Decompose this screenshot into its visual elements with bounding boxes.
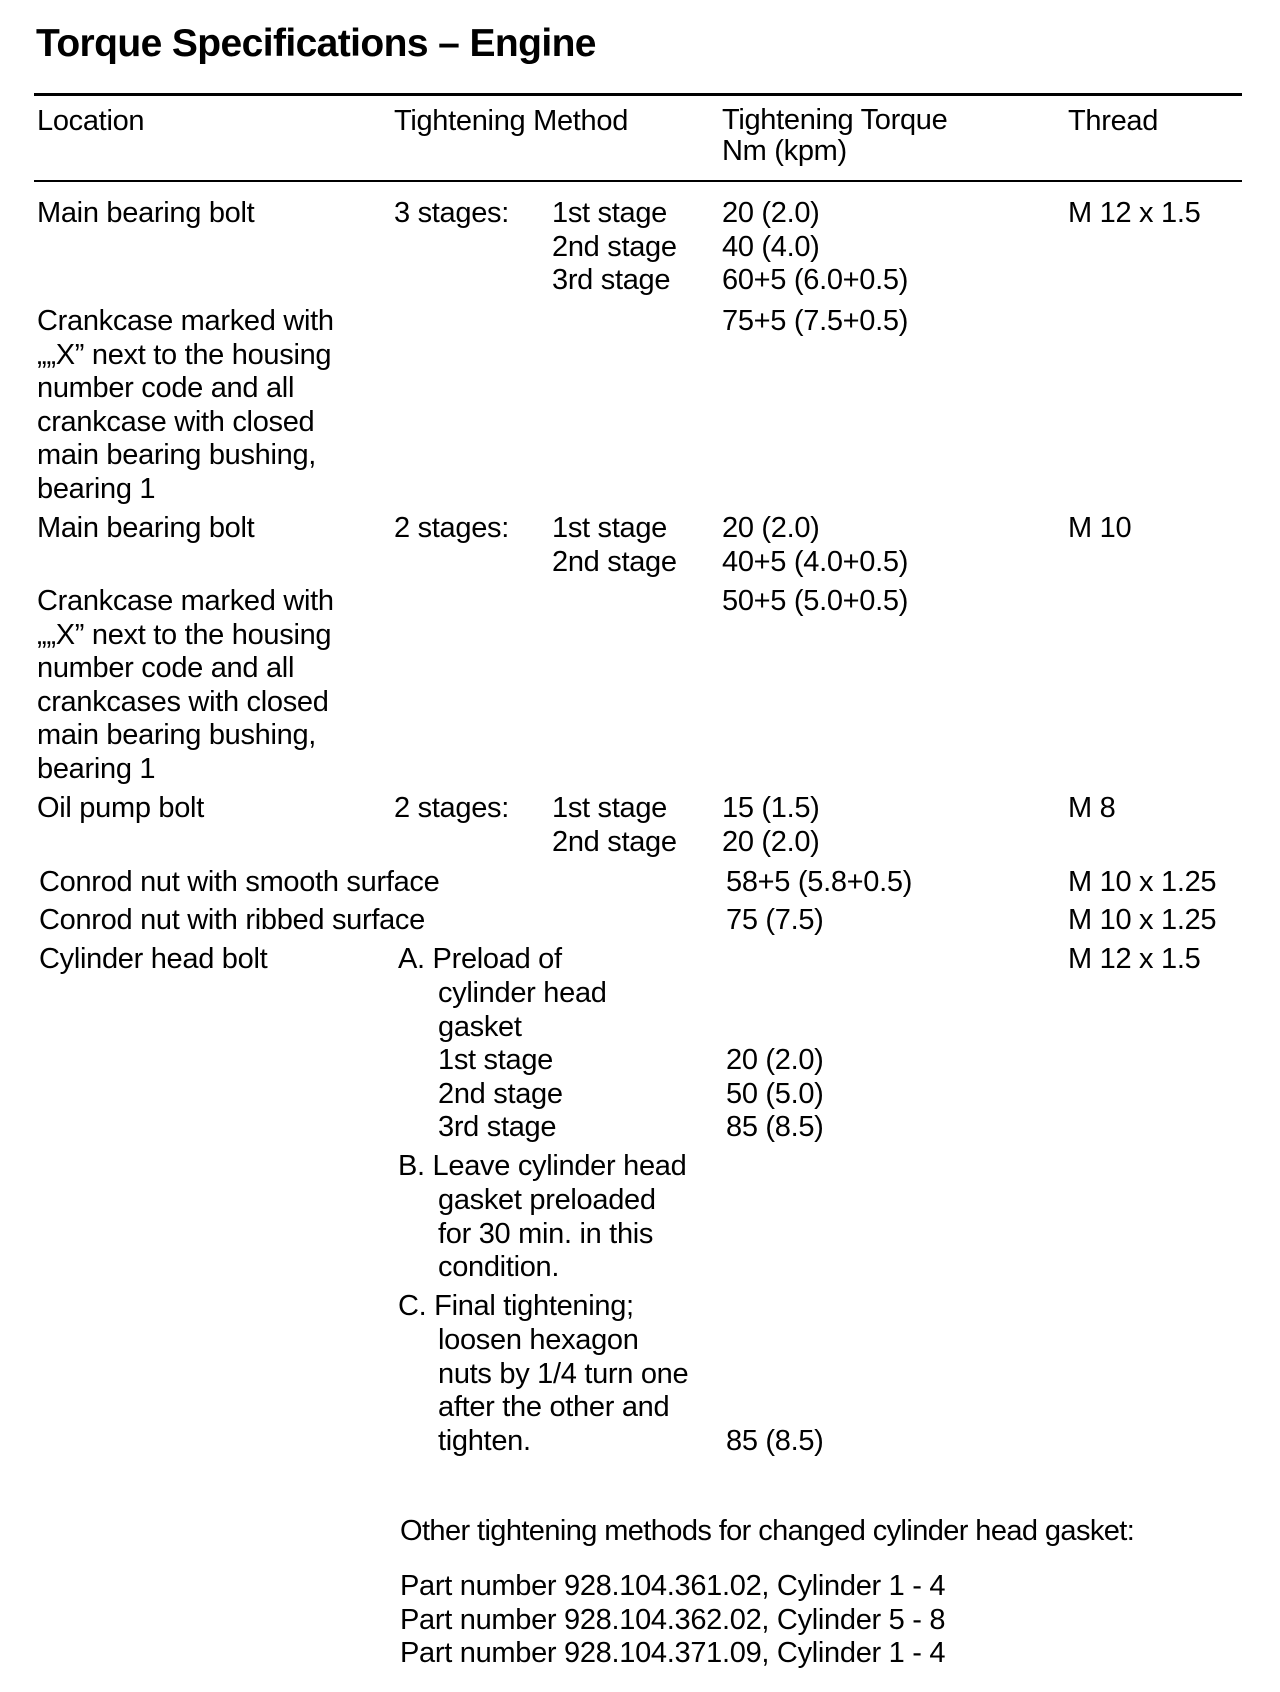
row4-torque: 58+5 (5.8+0.5): [726, 866, 913, 898]
header-location: Location: [37, 105, 145, 137]
row1-torques: 20 (2.0) 40 (4.0) 60+5 (6.0+0.5): [722, 197, 909, 296]
header-method: Tightening Method: [394, 105, 629, 137]
row2-location: Main bearing bolt: [37, 512, 255, 544]
header-rule: [34, 180, 1242, 182]
page-title: Torque Specifications – Engine: [36, 22, 596, 65]
row3-thread: M 8: [1068, 792, 1116, 824]
row5-torque: 75 (7.5): [726, 904, 824, 936]
row1-stages-label: 3 stages:: [394, 197, 509, 229]
row6-location: Cylinder head bolt: [39, 943, 268, 975]
row6-step-a-text: cylinder head gasket: [438, 977, 607, 1043]
row4-location: Conrod nut with smooth surface: [39, 866, 440, 898]
row2-torques: 20 (2.0) 40+5 (4.0+0.5): [722, 512, 909, 578]
row6-step-b-text: gasket preloaded for 30 min. in this condition.: [438, 1184, 656, 1283]
row6-step-c-label: C. Final tightening;: [398, 1290, 634, 1322]
row6-step-b-label: B. Leave cylinder head: [398, 1150, 687, 1182]
row3-location: Oil pump bolt: [37, 792, 204, 824]
row6-step-c-text: loosen hexagon nuts by 1/4 turn one after the other and tighten.: [438, 1324, 689, 1457]
header-thread: Thread: [1068, 105, 1159, 137]
top-rule: [34, 93, 1242, 96]
other-methods-note: Other tightening methods for changed cylinder head gasket:: [400, 1515, 1135, 1547]
row2-thread: M 10: [1068, 512, 1132, 544]
row5-location: Conrod nut with ribbed surface: [39, 904, 425, 936]
row2-stages-label: 2 stages:: [394, 512, 509, 544]
row2b-location: Crankcase marked with „„X” next to the housing number code and all crankcases with closed main bearing bushing, bearing 1: [37, 585, 334, 785]
row2-stages: 1st stage 2nd stage: [552, 512, 677, 578]
row1-location: Main bearing bolt: [37, 197, 255, 229]
row1-thread: M 12 x 1.5: [1068, 197, 1201, 229]
row2b-torque: 50+5 (5.0+0.5): [722, 585, 909, 617]
row6-step-a-label: A. Preload of: [398, 943, 562, 975]
row3-stages: 1st stage 2nd stage: [552, 792, 677, 858]
row4-thread: M 10 x 1.25: [1068, 866, 1217, 898]
row6-thread: M 12 x 1.5: [1068, 943, 1201, 975]
row3-stages-label: 2 stages:: [394, 792, 509, 824]
row3-torques: 15 (1.5) 20 (2.0): [722, 792, 820, 858]
row6-step-c-torque: 85 (8.5): [726, 1425, 824, 1457]
row5-thread: M 10 x 1.25: [1068, 904, 1217, 936]
part-numbers-list: Part number 928.104.361.02, Cylinder 1 - 4 Part number 928.104.362.02, Cylinder 5 - 8 Part number 928.104.371.09, Cylinder 1 - 4: [400, 1570, 946, 1669]
row1-stages: 1st stage 2nd stage 3rd stage: [552, 197, 677, 296]
row1b-location: Crankcase marked with „„X” next to the housing number code and all crankcase with closed main bearing bushing, bearing 1: [37, 305, 334, 505]
row6-step-a-torques: 20 (2.0) 50 (5.0) 85 (8.5): [726, 1044, 824, 1143]
row6-step-a-stages: 1st stage 2nd stage 3rd stage: [438, 1044, 563, 1143]
header-torque: Tightening Torque Nm (kpm): [722, 104, 948, 167]
row1b-torque: 75+5 (7.5+0.5): [722, 305, 909, 337]
